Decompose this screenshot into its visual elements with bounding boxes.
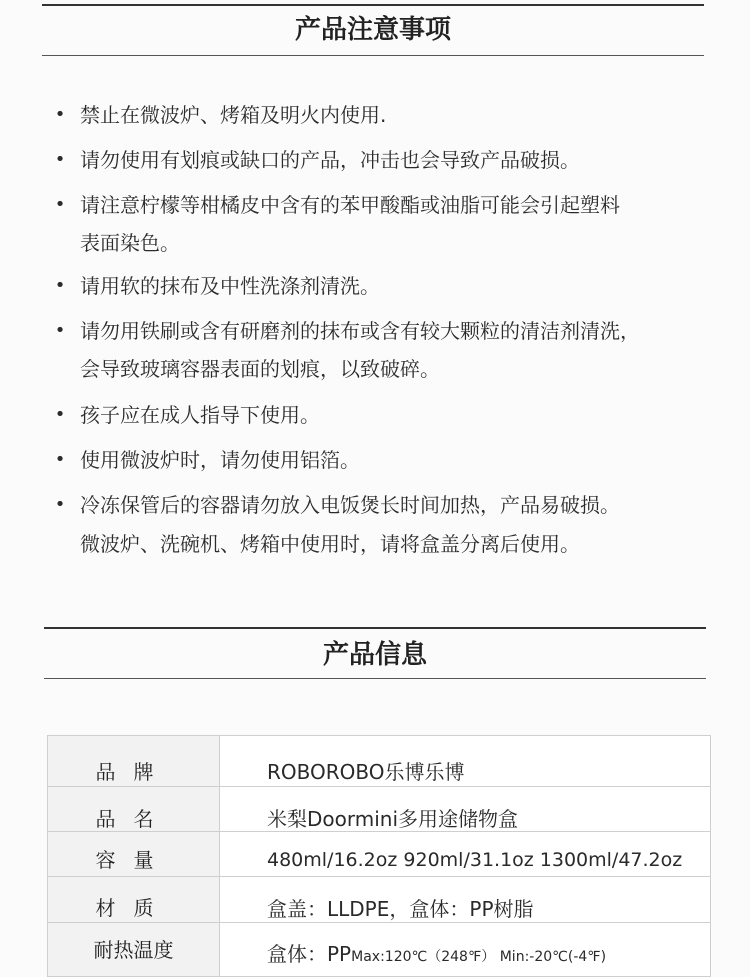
note-line: 请注意柠檬等柑橘皮中含有的苯甲酸酯或油脂可能会引起塑料 [80, 193, 620, 217]
table-row [48, 831, 710, 877]
bullet-icon: • [54, 149, 66, 170]
bullet-icon: • [54, 449, 66, 470]
note-line: 孩子应在成人指导下使用。 [80, 403, 320, 427]
row-value-name: 米梨Doormini多用途储物盒 [267, 807, 519, 831]
bullet-icon: • [54, 404, 66, 425]
note-line: 微波炉、洗碗机、烤箱中使用时，请将盒盖分离后使用。 [80, 532, 580, 556]
row-value-capacity: 480ml/16.2oz 920ml/31.1oz 1300ml/47.2oz [267, 849, 683, 871]
bullet-icon: • [54, 104, 66, 125]
row-value-brand: ROBOROBO乐博乐博 [267, 760, 465, 784]
row-label-capacity: 容量 [48, 832, 220, 877]
row-value-heat-resistance [267, 937, 606, 974]
note-line: 使用微波炉时，请勿使用铝箔。 [80, 448, 360, 472]
notes-section-title: 产品注意事项 [42, 4, 704, 56]
table-row [48, 786, 710, 832]
row-label-material: 材质 [48, 877, 220, 923]
bullet-icon: • [54, 194, 66, 215]
row-label-brand: 品牌 [48, 736, 220, 786]
note-line: 会导致玻璃容器表面的划痕，以致破碎。 [80, 357, 440, 381]
heat-resistance-detail: Max:120℃（248℉） Min:-20℃(-4℉) [351, 949, 607, 965]
heat-resistance-main: 盒体：PP [267, 942, 352, 966]
row-label-heat-resistance: 耐热温度 [48, 923, 220, 977]
table-row [48, 922, 710, 977]
product-info-table [47, 735, 711, 977]
note-line: 禁止在微波炉、烤箱及明火内使用. [80, 103, 387, 127]
info-section-title: 产品信息 [44, 627, 706, 679]
note-line: 请勿用铁刷或含有研磨剂的抹布或含有较大颗粒的清洁剂清洗， [80, 319, 640, 343]
note-line: 请勿使用有划痕或缺口的产品，冲击也会导致产品破损。 [80, 148, 580, 172]
bullet-icon: • [54, 275, 66, 296]
bullet-icon: • [54, 494, 66, 515]
note-line: 请用软的抹布及中性洗涤剂清洗。 [80, 274, 380, 298]
row-label-name: 品名 [48, 787, 220, 832]
row-value-material: 盒盖：LLDPE，盒体：PP树脂 [267, 897, 534, 921]
note-line: 冷冻保管后的容器请勿放入电饭煲长时间加热，产品易破损。 [80, 493, 620, 517]
table-row [48, 736, 710, 786]
note-line: 表面染色。 [80, 231, 180, 255]
table-row [48, 876, 710, 923]
bullet-icon: • [54, 320, 66, 341]
